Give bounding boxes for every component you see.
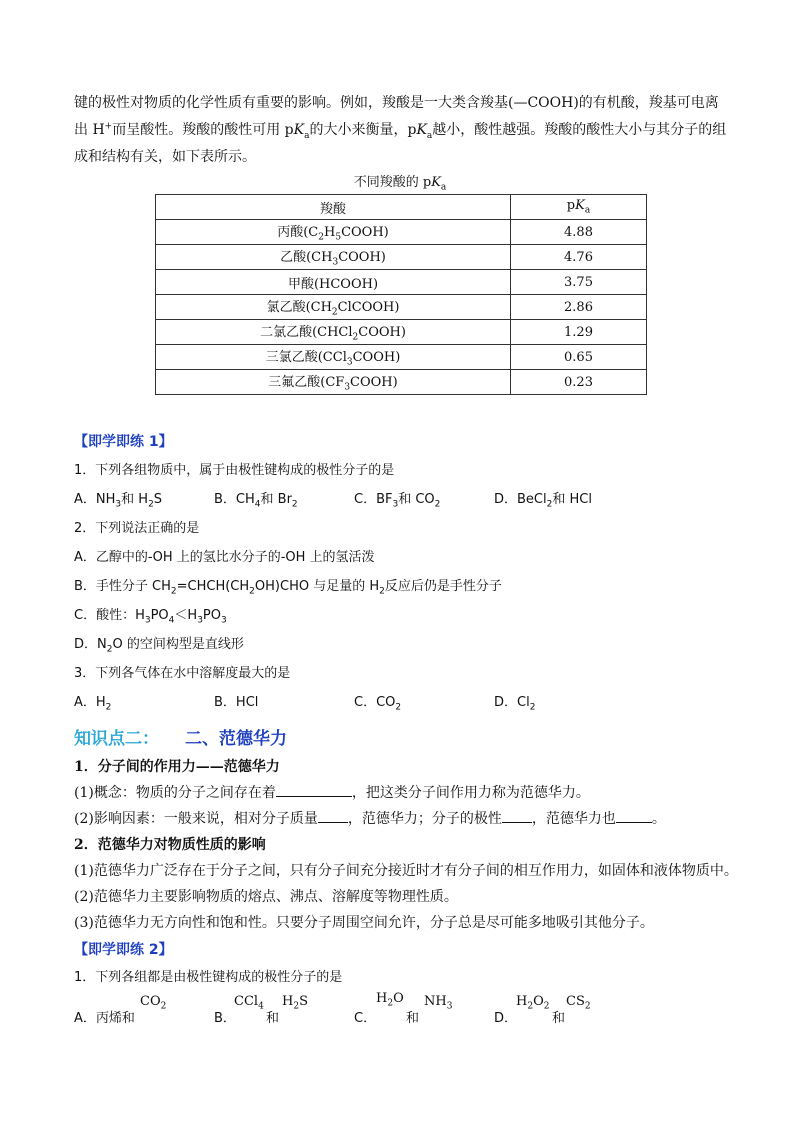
q3-option-c[interactable]	[354, 691, 401, 713]
table-row	[156, 370, 647, 395]
vdw-point-1: (1)范德华力广泛存在于分子之间，只有分子间充分接近时才有分子间的相互作用力，如固体和液体物质中。	[74, 863, 738, 879]
formula-sub: 4	[258, 1001, 264, 1012]
option-text: C．酸性：H	[74, 608, 145, 623]
q3-option-a[interactable]	[74, 691, 111, 713]
q2-option-c[interactable]	[74, 604, 227, 626]
option-sub: 3	[144, 615, 151, 626]
option-sub: 2	[105, 702, 112, 713]
option-text: B．手性分子 CH	[74, 579, 171, 594]
formula-text: CCl	[234, 994, 259, 1009]
formula-text: S	[299, 994, 308, 1009]
acid-sub: 3	[332, 257, 339, 268]
option-sub: 2	[434, 499, 441, 510]
intro-sup: +	[104, 121, 113, 132]
factors-text: 。	[651, 811, 666, 827]
acid-name-part: COOH)	[358, 325, 406, 341]
intro-text-1: 键的极性对物质的化学性质有重要的影响。例如，羧酸是一大类含羧基(—COOH)的有机酸，羧基可电离	[74, 95, 719, 111]
intro-text-2c: 的大小来衡量，p	[309, 122, 417, 138]
p2-option-a[interactable]	[74, 1007, 135, 1026]
concept-text: ，把这类分子间作用力称为范德华力。	[351, 785, 590, 801]
table-row	[156, 245, 647, 270]
vdw-point-2: (2)范德华力主要影响物质的熔点、沸点、溶解度等物理性质。	[74, 889, 458, 905]
acid-name	[156, 295, 511, 320]
pka-table	[155, 194, 647, 395]
header-acid: 羧酸	[156, 195, 511, 220]
option-sub: 2	[546, 499, 553, 510]
acid-name-part: 丙酸(C	[277, 225, 319, 241]
acid-name	[156, 220, 511, 245]
formula-sub: 2	[543, 1001, 550, 1012]
fill-blank[interactable]	[502, 809, 532, 823]
table-row	[156, 345, 647, 370]
formula-sub: 2	[293, 1001, 300, 1012]
option-sub: 2	[170, 586, 177, 597]
option-text: 和 H	[121, 492, 149, 507]
intro-text-3: 成和结构有关，如下表所示。	[74, 149, 256, 165]
p2-b-and: 和	[266, 1011, 280, 1026]
factors-text: ，范德华力也	[531, 811, 616, 827]
header-p: p	[566, 198, 576, 214]
caption-sub: a	[440, 182, 447, 193]
acid-sub: 2	[352, 332, 359, 343]
header-k: K	[575, 198, 585, 214]
option-text: D．	[494, 1011, 518, 1026]
option-text: OH)CHO 与足量的 H	[254, 579, 380, 594]
table-caption	[0, 171, 800, 193]
option-text: ＜H	[174, 608, 198, 623]
option-text: PO	[202, 608, 221, 623]
option-text: B．CH	[214, 492, 255, 507]
practice2-q1: 1．下列各组都是由极性键构成的极性分子的是	[74, 970, 343, 985]
pka-value: 0.23	[511, 370, 647, 395]
header-sub: a	[584, 205, 591, 216]
option-text: D．N	[74, 637, 107, 652]
ka-sub: a	[304, 130, 310, 141]
acid-name-part: 氯乙酸(CH	[266, 300, 332, 316]
caption-text: 不同羧酸的 p	[353, 175, 432, 190]
fill-blank[interactable]	[616, 809, 652, 823]
acid-name-part: 三氯乙酸(CCl	[265, 350, 347, 366]
formula-sub: 3	[446, 1001, 453, 1012]
p2-a-formula	[140, 994, 166, 1012]
q3-option-d[interactable]	[494, 691, 535, 713]
pka-value: 4.76	[511, 245, 647, 270]
pka-value: 0.65	[511, 345, 647, 370]
p2-d-and: 和	[552, 1011, 566, 1026]
acid-name-part: ClCOOH)	[337, 300, 400, 316]
option-sub: 2	[291, 499, 298, 510]
q1-option-c[interactable]	[354, 488, 440, 510]
intro-line-1	[74, 92, 719, 112]
option-sub: 3	[392, 499, 399, 510]
vdw-point-3: (3)范德华力无方向性和饱和性。只要分子周围空间允许，分子总是尽可能多地吸引其他分子。	[74, 915, 654, 931]
q2-option-d[interactable]	[74, 633, 244, 655]
p2-c-and: 和	[406, 1011, 420, 1026]
option-text: 和 HCl	[552, 492, 592, 507]
formula-sub: 2	[160, 1001, 167, 1012]
acid-name	[156, 270, 511, 295]
formula-text: CO	[140, 994, 161, 1009]
ka-k-2: K	[416, 122, 427, 138]
option-text: B．	[214, 1011, 236, 1026]
pka-value: 2.86	[511, 295, 647, 320]
acid-name-part: H	[324, 225, 336, 241]
fill-blank[interactable]	[276, 783, 352, 797]
option-sub: 2	[148, 499, 154, 510]
acid-sub: 3	[346, 357, 353, 368]
option-text: D．Cl	[494, 695, 530, 710]
table-header-row	[156, 195, 647, 220]
practice1-q2: 2．下列说法正确的是	[74, 521, 200, 536]
table-row	[156, 270, 647, 295]
intro-text-2b: 而呈酸性。羧酸的酸性可用 p	[112, 122, 294, 138]
acid-sub: 2	[318, 232, 324, 243]
intro-text-2d: 越小，酸性越强。羧酸的酸性大小与其分子的组	[432, 122, 727, 138]
acid-name	[156, 320, 511, 345]
vdw-heading-2: 2．范德华力对物质性质的影响	[74, 837, 266, 853]
p2-option-d[interactable]	[494, 1007, 517, 1026]
option-sub: 2	[379, 586, 385, 597]
p2-b-formula-2	[282, 994, 308, 1012]
formula-text: NH	[424, 994, 447, 1009]
option-text: O 的空间构型是直线形	[112, 637, 244, 652]
option-text: A．NH	[74, 492, 116, 507]
formula-sub: 2	[527, 1001, 534, 1012]
acid-name-part: COOH)	[352, 350, 401, 366]
q2-option-a[interactable]: A．乙醇中的-OH 上的氢比水分子的-OH 上的氢活泼	[74, 550, 375, 565]
pka-value: 3.75	[511, 270, 647, 295]
option-sub: 2	[249, 586, 255, 597]
practice1-q3: 3．下列各气体在水中溶解度最大的是	[74, 666, 291, 681]
option-text: 和 CO	[398, 492, 435, 507]
p2-c-formula-1	[376, 991, 404, 1009]
q1-option-a[interactable]	[74, 488, 162, 510]
pka-value: 4.88	[511, 220, 647, 245]
intro-text-2a: 出 H	[74, 122, 105, 138]
option-sub: 3	[221, 615, 227, 626]
p2-d-formula-1	[516, 994, 549, 1012]
ka-k: K	[293, 122, 305, 138]
p2-c-formula-2	[424, 994, 452, 1012]
formula-sub: 2	[387, 998, 394, 1009]
practice-1-tag: 【即学即练 1】	[74, 434, 173, 450]
fill-blank[interactable]	[318, 809, 348, 823]
option-text: B．HCl	[214, 695, 259, 710]
option-text: 和 Br	[260, 492, 292, 507]
section-prefix: 知识点二：	[74, 729, 159, 749]
formula-text: CS	[566, 994, 585, 1009]
option-text: A．丙烯和	[74, 1011, 135, 1026]
pka-value: 1.29	[511, 320, 647, 345]
option-text: C．BF	[354, 492, 393, 507]
option-sub: 2	[395, 702, 402, 713]
formula-text: H	[376, 991, 388, 1006]
header-pka	[511, 195, 647, 220]
acid-name-part: COOH)	[341, 225, 389, 241]
q1-option-b[interactable]	[214, 488, 298, 510]
p2-d-formula-2	[566, 994, 591, 1012]
acid-sub: 3	[344, 382, 351, 393]
acid-sub: 2	[331, 307, 338, 318]
formula-sub: 2	[584, 1001, 591, 1012]
option-sub: 4	[168, 615, 175, 626]
vdw-heading-1: 1．分子间的作用力——范德华力	[74, 759, 280, 775]
practice-2-tag: 【即学即练 2】	[74, 942, 173, 958]
option-sub: 2	[106, 644, 113, 655]
acid-name	[156, 245, 511, 270]
q1-option-d[interactable]	[494, 488, 592, 510]
table-row	[156, 320, 647, 345]
acid-name-part: COOH)	[338, 250, 386, 266]
caption-k: K	[431, 175, 441, 190]
acid-name-part: COOH)	[350, 375, 398, 391]
intro-line-3	[74, 146, 256, 166]
acid-name	[156, 345, 511, 370]
option-text: 反应后仍是手性分子	[384, 579, 502, 594]
table-row	[156, 220, 647, 245]
option-text: PO	[150, 608, 169, 623]
option-text: S	[153, 492, 163, 507]
p2-b-formula-1	[234, 994, 264, 1012]
option-text: D．BeCl	[494, 492, 547, 507]
concept-text: (1)概念：物质的分子之间存在着	[74, 785, 276, 801]
q2-option-b[interactable]	[74, 575, 502, 597]
formula-text: H	[282, 994, 294, 1009]
vdw-concept	[74, 782, 590, 802]
factors-text: (2)影响因素：一般来说，相对分子质量	[74, 811, 318, 827]
p2-option-c[interactable]	[354, 1007, 376, 1026]
practice1-q1: 1．下列各组物质中，属于由极性键构成的极性分子的是	[74, 463, 395, 478]
vdw-factors	[74, 808, 666, 828]
intro-line-2	[74, 119, 726, 141]
formula-text: O	[393, 991, 404, 1006]
acid-name-part: 乙酸(CH	[280, 250, 333, 266]
option-sub: 4	[254, 499, 261, 510]
formula-text: H	[516, 994, 528, 1009]
section-title: 二、范德华力	[185, 729, 287, 749]
acid-name	[156, 370, 511, 395]
acid-name-part: 甲酸(HCOOH)	[287, 276, 379, 292]
option-sub: 2	[529, 702, 536, 713]
option-text: A．H	[74, 695, 106, 710]
option-sub: 3	[115, 499, 122, 510]
formula-text: O	[533, 994, 544, 1009]
option-text: C．CO	[354, 695, 396, 710]
option-text: C．	[354, 1011, 377, 1026]
section-heading	[74, 724, 287, 749]
acid-name-part: 三氟乙酸(CF	[268, 375, 345, 391]
table-row	[156, 295, 647, 320]
option-sub: 3	[197, 615, 203, 626]
acid-sub: 5	[335, 232, 342, 243]
p2-option-b[interactable]	[214, 1007, 236, 1026]
q3-option-b[interactable]	[214, 691, 258, 710]
acid-name-part: 二氯乙酸(CHCl	[260, 325, 353, 341]
ka-sub-2: a	[426, 130, 433, 141]
option-text: =CHCH(CH	[176, 579, 250, 594]
factors-text: ，范德华力；分子的极性	[347, 811, 502, 827]
